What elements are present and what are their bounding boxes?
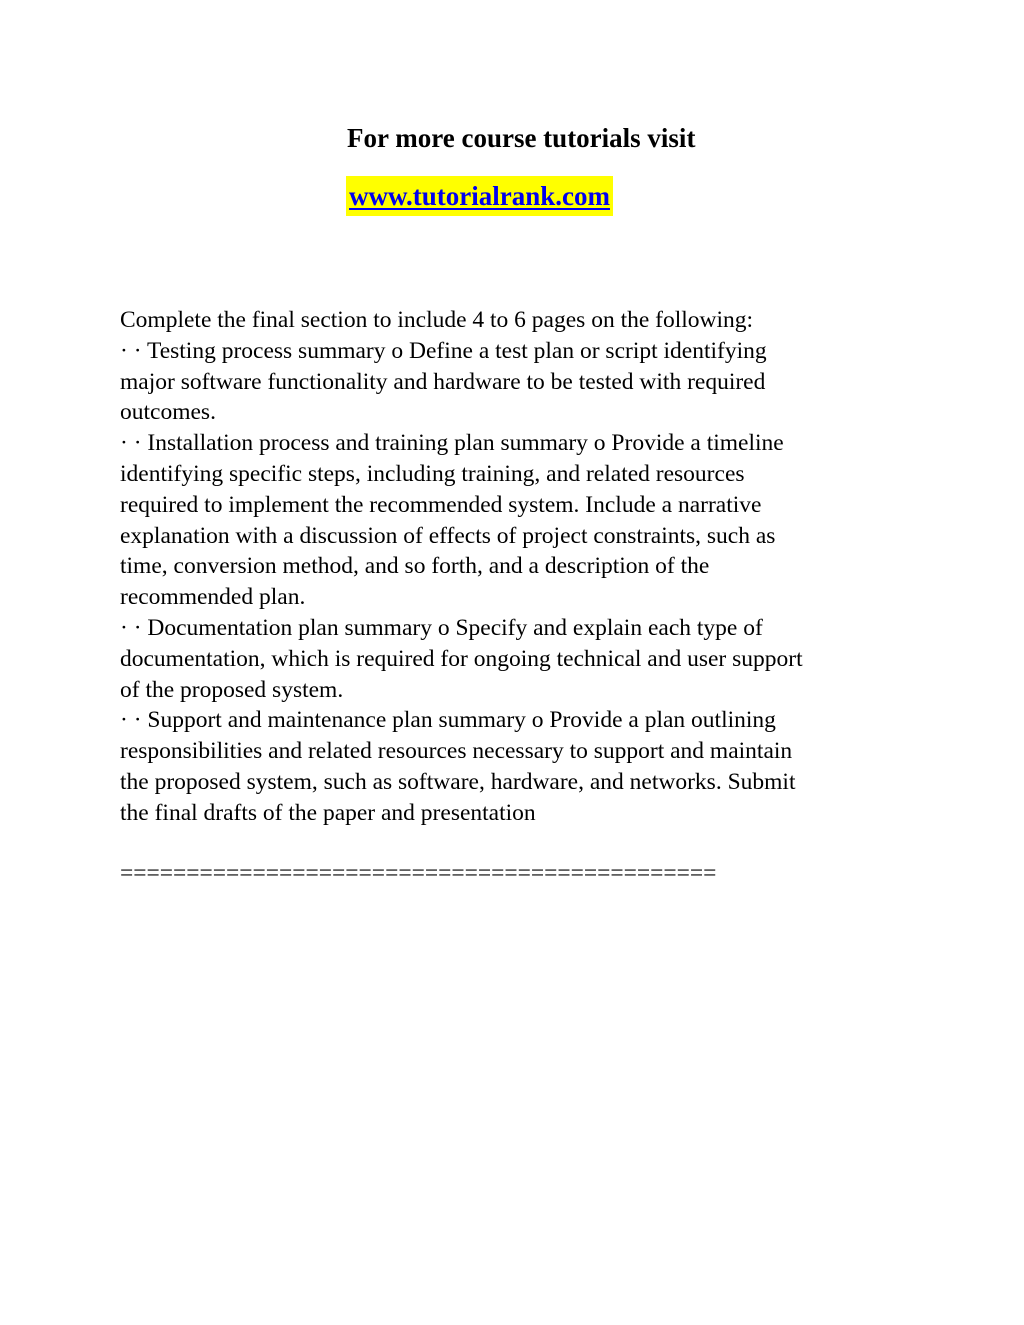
body-line: the final drafts of the paper and presentation (120, 799, 536, 826)
body-line: required to implement the recommended system. Include a narrative (120, 491, 762, 518)
tutorial-site-link[interactable]: www.tutorialrank.com (349, 181, 610, 211)
link-highlight (346, 176, 613, 216)
page-header-title: For more course tutorials visit (347, 123, 696, 153)
body-line: documentation, which is required for ongoing technical and user support (120, 645, 803, 672)
body-line: identifying specific steps, including training, and related resources (120, 460, 745, 487)
separator-line: ============================================= (120, 860, 717, 886)
body-line: outcomes. (120, 399, 216, 426)
body-line: of the proposed system. (120, 676, 344, 703)
body-line: time, conversion method, and so forth, and a description of the (120, 553, 710, 580)
body-line: the proposed system, such as software, hardware, and networks. Submit (120, 768, 796, 795)
assignment-body (120, 305, 920, 829)
body-line: · · Installation process and training plan summary o Provide a timeline (120, 430, 784, 457)
body-line: · · Testing process summary o Define a test plan or script identifying (120, 337, 767, 364)
body-line: major software functionality and hardware to be tested with required (120, 368, 766, 395)
body-line: responsibilities and related resources necessary to support and maintain (120, 738, 793, 765)
body-line: Complete the final section to include 4 to 6 pages on the following: (120, 307, 754, 333)
body-line: · · Documentation plan summary o Specify and explain each type of (120, 614, 763, 641)
body-line: recommended plan. (120, 584, 306, 611)
body-line: explanation with a discussion of effects of project constraints, such as (120, 522, 776, 549)
body-line: · · Support and maintenance plan summary o Provide a plan outlining (120, 707, 776, 734)
